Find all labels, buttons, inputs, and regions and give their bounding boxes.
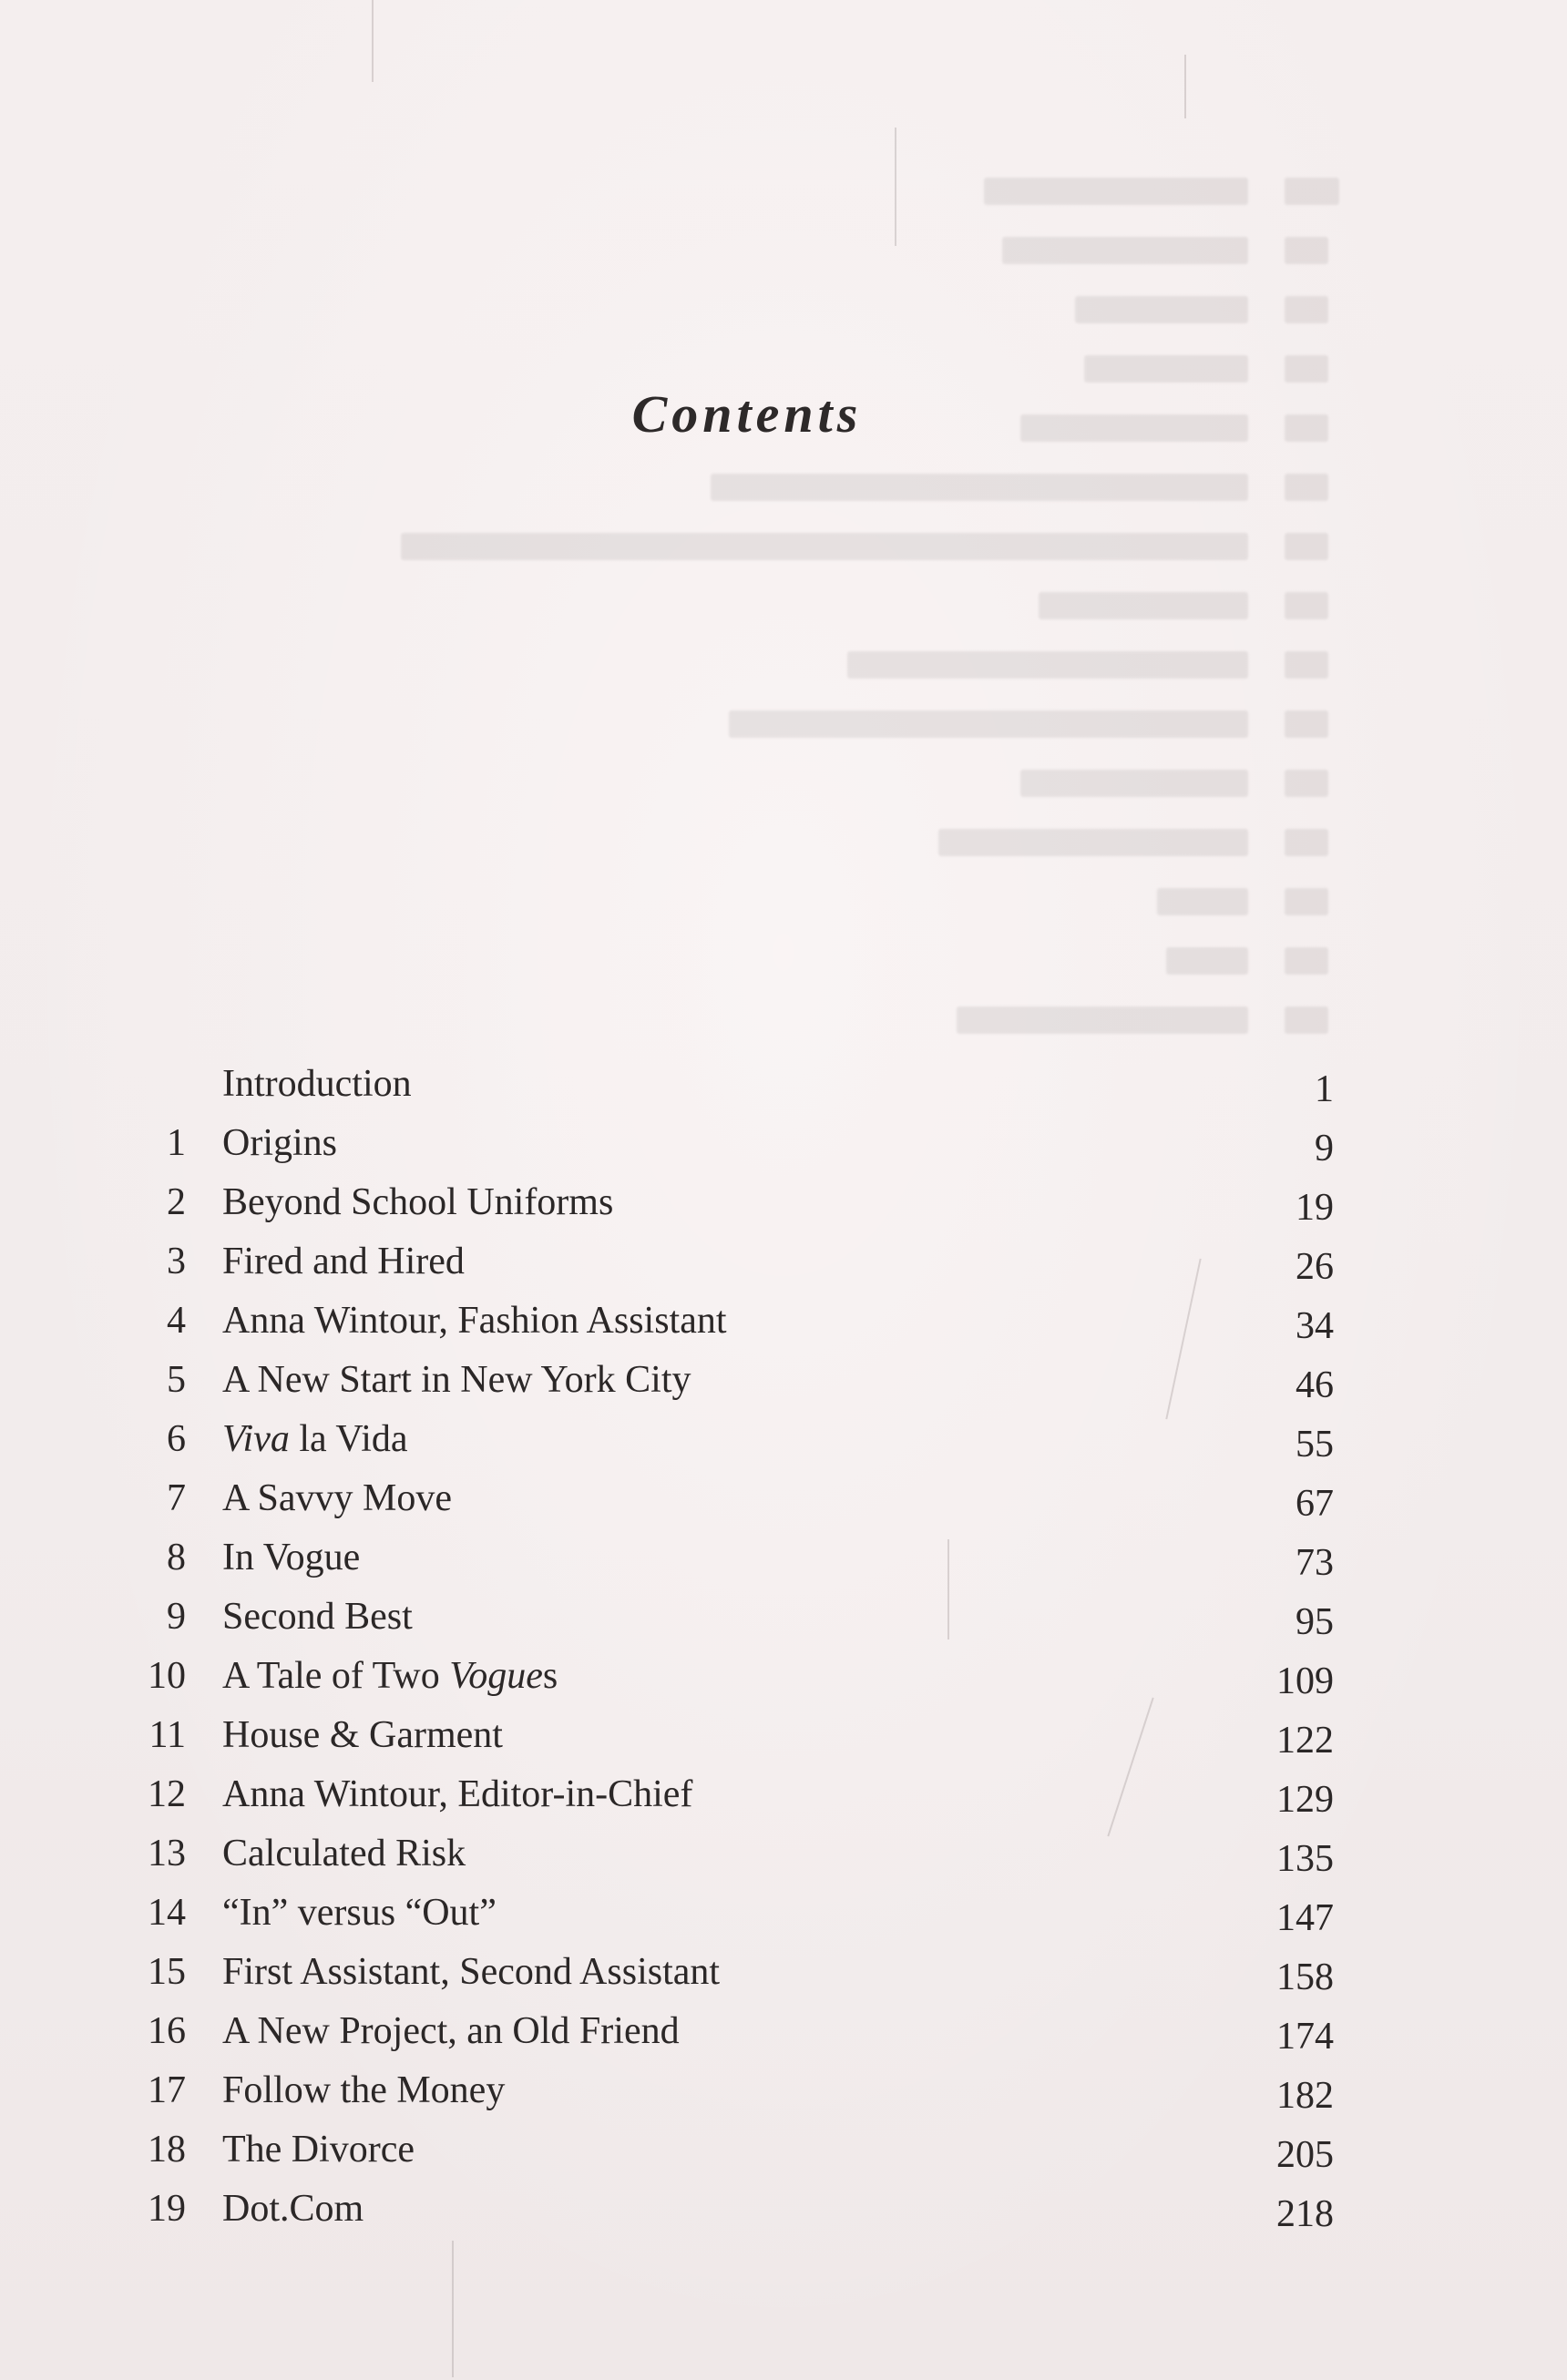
chapter-number: 8	[167, 1537, 186, 1578]
toc-entry	[0, 2180, 1567, 2239]
chapter-number: 12	[148, 1773, 186, 1815]
toc-entry	[0, 1351, 1567, 1410]
chapter-title	[222, 1706, 503, 1765]
page-number: 158	[1276, 1956, 1334, 1998]
page-number: 46	[1296, 1364, 1334, 1406]
page-number: 55	[1296, 1424, 1334, 1466]
chapter-title	[222, 1292, 727, 1351]
chapter-number: 15	[148, 1951, 186, 1993]
chapter-title-segment: A Tale of Two	[222, 1655, 450, 1697]
page-number: 1	[1315, 1068, 1334, 1110]
page-number: 109	[1276, 1660, 1334, 1702]
chapter-number: 11	[149, 1714, 186, 1756]
chapter-title-segment: Second Best	[222, 1596, 413, 1638]
page-number: 129	[1276, 1779, 1334, 1821]
toc-entry	[0, 1647, 1567, 1706]
chapter-title-segment: Beyond School Uniforms	[222, 1181, 614, 1223]
toc-entry	[0, 1706, 1567, 1765]
chapter-title-segment: The Divorce	[222, 2129, 415, 2171]
chapter-title-segment: In Vogue	[222, 1537, 361, 1578]
page-number: 122	[1276, 1720, 1334, 1762]
show-through-text	[128, 164, 1348, 1057]
chapter-title	[222, 2120, 415, 2180]
chapter-number: 16	[148, 2010, 186, 2052]
chapter-title-segment: House & Garment	[222, 1714, 503, 1756]
chapter-title	[222, 1765, 692, 1824]
toc-entry	[0, 2120, 1567, 2180]
chapter-number: 14	[148, 1892, 186, 1934]
chapter-number: 2	[167, 1181, 186, 1223]
chapter-title-segment: A Savvy Move	[222, 1477, 452, 1519]
chapter-title	[222, 1173, 613, 1232]
chapter-title-segment: Introduction	[222, 1063, 412, 1105]
chapter-number: 4	[167, 1300, 186, 1342]
toc-entry	[0, 1410, 1567, 1469]
page-number: 67	[1296, 1483, 1334, 1525]
page-number: 135	[1276, 1838, 1334, 1880]
chapter-title-segment: A New Project, an Old Friend	[222, 2010, 680, 2052]
page-number: 34	[1296, 1305, 1334, 1347]
chapter-title-segment: Origins	[222, 1122, 337, 1164]
page-number: 73	[1296, 1542, 1334, 1584]
toc-entry	[0, 1588, 1567, 1647]
toc-entry	[0, 1943, 1567, 2002]
chapter-title	[222, 1351, 691, 1410]
table-of-contents	[0, 1055, 1567, 2239]
page-number: 147	[1276, 1897, 1334, 1939]
paper-scratch	[895, 128, 896, 246]
chapter-number: 7	[167, 1477, 186, 1519]
chapter-title	[222, 1588, 413, 1647]
page-number: 182	[1276, 2075, 1334, 2117]
toc-entry	[0, 1055, 1567, 1114]
toc-entry	[0, 1292, 1567, 1351]
chapter-title	[222, 1943, 720, 2002]
toc-entry	[0, 1528, 1567, 1588]
paper-scratch	[1184, 55, 1186, 118]
chapter-number: 9	[167, 1596, 186, 1638]
chapter-title-segment: Viva	[222, 1418, 290, 1460]
chapter-title-segment: Anna Wintour, Editor-in-Chief	[222, 1773, 693, 1815]
toc-entry	[0, 2002, 1567, 2061]
toc-entry	[0, 1232, 1567, 1292]
chapter-number: 10	[148, 1655, 186, 1697]
chapter-number: 6	[167, 1418, 186, 1460]
chapter-title	[222, 1055, 412, 1114]
chapter-title	[222, 2061, 505, 2120]
page-number: 26	[1296, 1246, 1334, 1288]
chapter-title-segment: A New Start in New York City	[222, 1359, 691, 1401]
toc-entry	[0, 2061, 1567, 2120]
chapter-title	[222, 1232, 465, 1292]
toc-entry	[0, 1884, 1567, 1943]
chapter-title	[222, 1114, 337, 1173]
chapter-title-segment: s	[542, 1655, 558, 1697]
chapter-title	[222, 1647, 558, 1706]
chapter-title-segment: la Vida	[289, 1418, 408, 1460]
chapter-title-segment: Dot.Com	[222, 2188, 364, 2230]
toc-entry	[0, 1173, 1567, 1232]
page-number: 218	[1276, 2193, 1334, 2235]
page-number: 95	[1296, 1601, 1334, 1643]
chapter-title	[222, 1824, 466, 1884]
toc-entry	[0, 1114, 1567, 1173]
chapter-title	[222, 1884, 497, 1943]
chapter-number: 5	[167, 1359, 186, 1401]
chapter-title-segment: First Assistant, Second Assistant	[222, 1951, 721, 1993]
chapter-title-segment: Anna Wintour, Fashion Assistant	[222, 1300, 727, 1342]
chapter-number: 13	[148, 1833, 186, 1874]
chapter-number: 19	[148, 2188, 186, 2230]
page-number: 9	[1315, 1128, 1334, 1170]
chapter-title-segment: Vogue	[449, 1655, 543, 1697]
page-title: Contents	[631, 383, 863, 444]
chapter-title-segment: Calculated Risk	[222, 1833, 466, 1874]
chapter-title	[222, 1410, 408, 1469]
chapter-title	[222, 2180, 364, 2239]
chapter-title-segment: Follow the Money	[222, 2069, 506, 2111]
toc-entry	[0, 1824, 1567, 1884]
chapter-title-segment: “In” versus “Out”	[222, 1892, 497, 1934]
page-number: 174	[1276, 2016, 1334, 2058]
page-number: 19	[1296, 1187, 1334, 1229]
chapter-number: 18	[148, 2129, 186, 2171]
page-number: 205	[1276, 2134, 1334, 2176]
toc-entry	[0, 1765, 1567, 1824]
chapter-number: 1	[167, 1122, 186, 1164]
chapter-title	[222, 2002, 680, 2061]
toc-entry	[0, 1469, 1567, 1528]
chapter-title-segment: Fired and Hired	[222, 1241, 465, 1282]
chapter-number: 17	[148, 2069, 186, 2111]
paper-scratch	[372, 0, 374, 82]
chapter-title	[222, 1528, 360, 1588]
chapter-title	[222, 1469, 452, 1528]
chapter-number: 3	[167, 1241, 186, 1282]
paper-scratch	[452, 2241, 454, 2377]
